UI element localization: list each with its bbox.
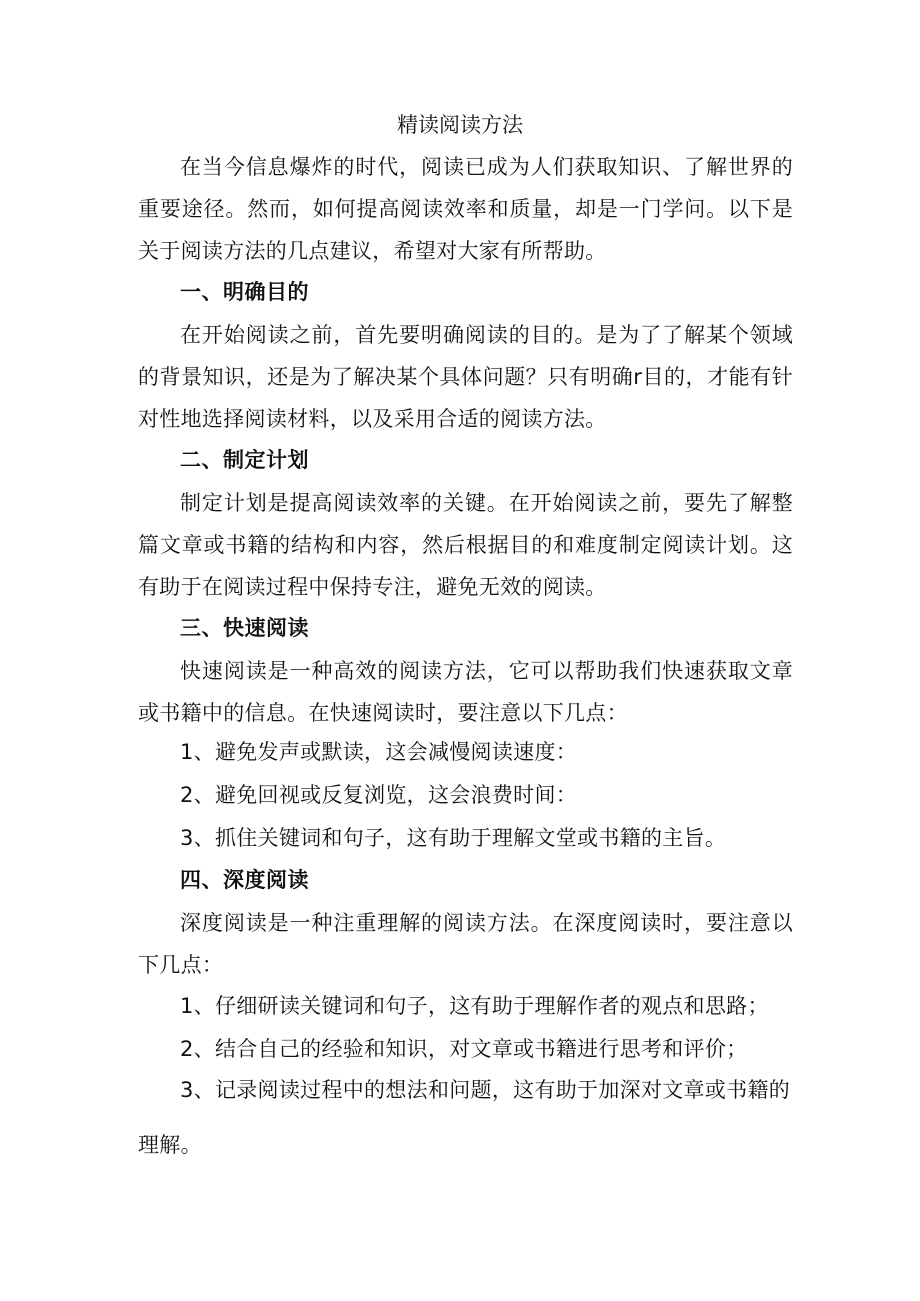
- section-heading-2: 二、制定计划: [180, 448, 309, 472]
- document-title: 精读阅读方法: [397, 113, 523, 137]
- list-item: 1、仔细研读关键词和句子，这有助于理解作者的观点和思路；: [180, 994, 769, 1018]
- section-body-3: 快速阅读是一种高效的阅读方法，它可以帮助我们快速获取文章或书籍中的信息。在快速阅读时，要注意以下几点：: [138, 659, 793, 725]
- section-body-4: 深度阅读是一种注重理解的阅读方法。在深度阅读时，要注意以下几点：: [138, 911, 793, 977]
- list-item: 2、避免回视或反复浏览，这会浪费时间：: [180, 783, 578, 807]
- section-body-1: 在开始阅读之前，首先要明确阅读的目的。是为了了解某个领域的背景知识，还是为了解决某个具体问题？只有明确r目的，才能有针对性地选择阅读材料，以及采用合适的阅读方法。: [138, 323, 793, 431]
- section-heading-3: 三、快速阅读: [180, 616, 309, 640]
- section-heading-1: 一、明确目的: [180, 280, 309, 304]
- list-item: 1、避免发声或默读，这会减慢阅读速度：: [180, 740, 578, 764]
- list-item: 2、结合自己的经验和知识，对文章或书籍进行思考和评价；: [180, 1037, 748, 1061]
- list-item: 3、记录阅读过程中的想法和问题，这有助于加深对文章或书籍的理解。: [138, 1078, 791, 1157]
- intro-paragraph: 在当今信息爆炸的时代，阅读已成为人们获取知识、了解世界的重要途径。然而，如何提高阅读效率和质量，却是一门学问。以下是关于阅读方法的几点建议，希望对大家有所帮助。: [138, 155, 793, 263]
- list-item: 3、抓住关键词和句子，这有助于理解文堂或书籍的主旨。: [180, 826, 727, 850]
- section-heading-4: 四、深度阅读: [180, 868, 309, 892]
- section-body-2: 制定计划是提高阅读效率的关键。在开始阅读之前，要先了解整篇文章或书籍的结构和内容，然后根据目的和难度制定阅读计划。这有助于在阅读过程中保持专注，避免无效的阅读。: [138, 491, 793, 599]
